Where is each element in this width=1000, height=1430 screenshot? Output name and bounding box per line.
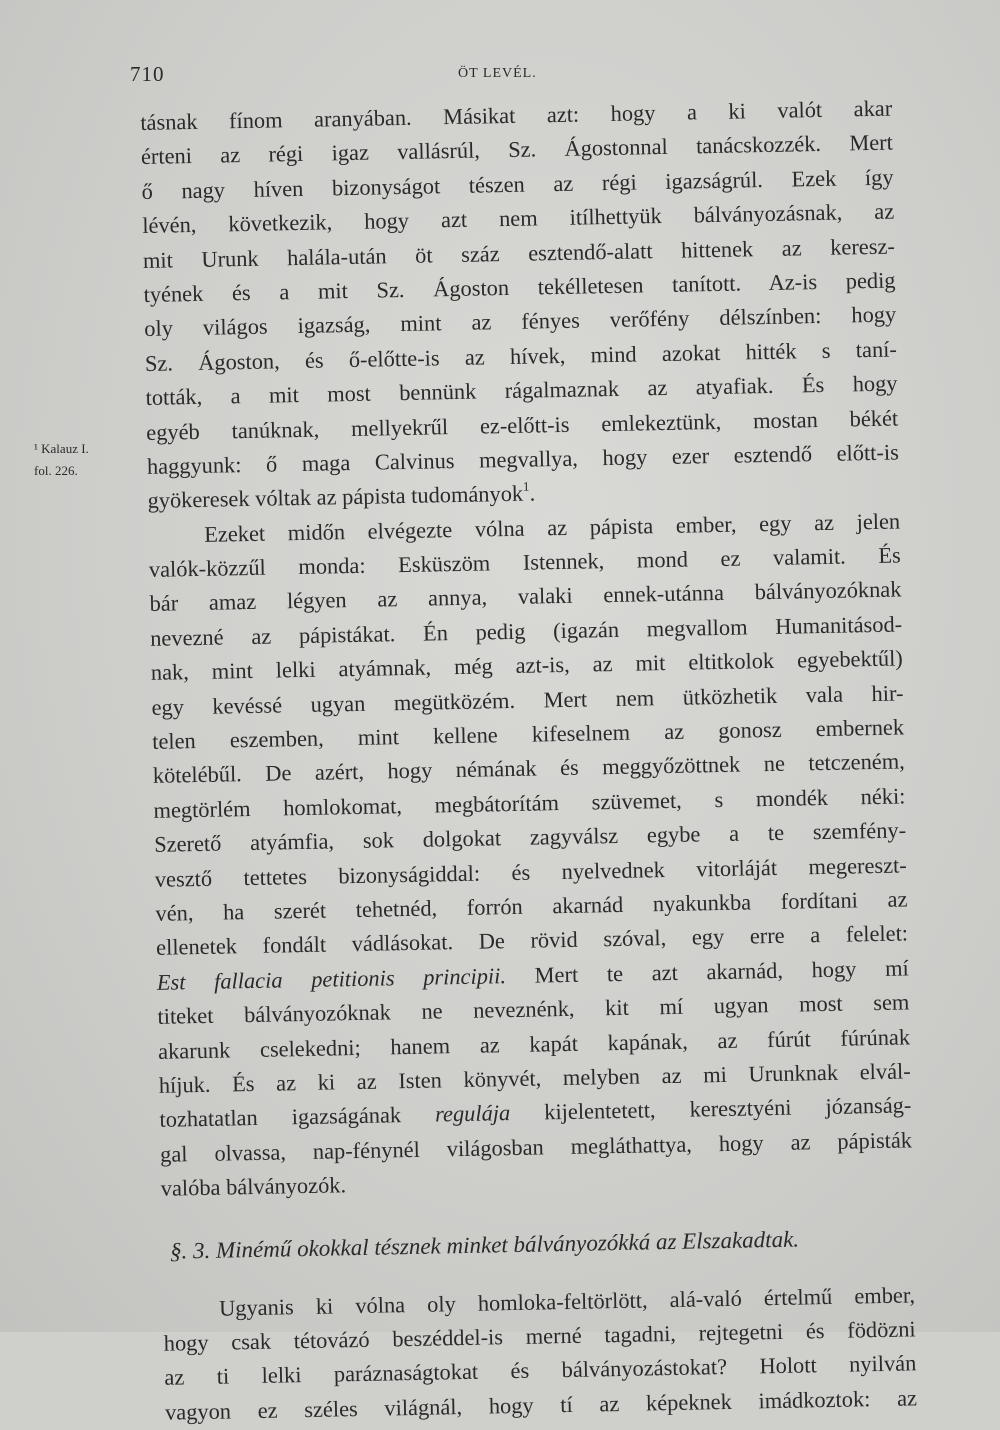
text-line: Ezeket midőn elvégezte vólna az pápista ember, egy az jelen xyxy=(203,508,901,547)
page-number: 710 xyxy=(130,62,165,86)
text-line: titeket bálványozóknak ne neveznénk, kit mí ugyan most sem xyxy=(157,989,910,1029)
text-line: akarunk cselekedni; hanem az kapát kapának, az fúrút fúrúnak xyxy=(157,1023,911,1064)
paragraph-1 xyxy=(140,92,900,519)
paragraph-2 xyxy=(148,504,913,1206)
footnote-marker: 1 xyxy=(522,478,530,495)
text-line: egyéb tanúknak, mellyekrűl ez-előtt-is emlekeztünk, mostan békét xyxy=(146,405,899,445)
text-line: haggyunk: ő maga Calvinus megvallya, hogy ezer esztendő előtt-is xyxy=(146,439,900,479)
italic-phrase: Est fallacia petitionis principii. xyxy=(156,962,507,995)
text-line: hogy csak tétovázó beszéddel-is merné tagadni, rejtegetni és födözni xyxy=(163,1316,916,1356)
text-span: kijelentetett, keresztyéni józanság- xyxy=(509,1092,912,1126)
text-line: nak, mint lelki atyámnak, még azt-is, az mit eltitkolok egyebektűl) xyxy=(150,645,903,686)
text-line: tották, a mit most bennünk rágalmaznak az atyafiak. És hogy xyxy=(145,370,898,411)
text-line: tásnak fínom aranyában. Másikat azt: hogy a ki valót akar xyxy=(140,95,893,135)
text-line: kötelébűl. De azért, hogy némának és meggyőzöttnek ne tetczeném, xyxy=(152,748,905,789)
text-span: . xyxy=(529,480,536,506)
text-line: érteni az régi igaz vallásrúl, Sz. Ágostonnal tanácskozzék. Mert xyxy=(140,129,894,170)
text-line: mit Urunk halála-után öt száz esztendő-alatt hittenek az keresz- xyxy=(142,233,896,273)
text-line: ellenetek fondált vádlásokat. De rövid szóval, egy erre a felelet: xyxy=(155,920,909,961)
text-line: ő nagy híven bizonyságot tészen az régi igazságrúl. Ezek így xyxy=(141,164,894,204)
text-line: Ugyanis ki vólna oly homloka-feltörlött, alá-való értelmű ember, xyxy=(218,1281,916,1321)
text-line: telen eszemben, mint kellene kifeselnem az gonosz embernek xyxy=(151,714,905,754)
text-line: bár amaz légyen az annya, valaki ennek-utánna bálványozóknak xyxy=(149,576,902,617)
paragraph-3 xyxy=(163,1278,918,1430)
text-line: gal olvassa, nap-fénynél világosban megláthattya, hogy az pápisták xyxy=(159,1127,913,1167)
text-span: tozhatatlan igazságának xyxy=(159,1101,436,1133)
text-line: oly világos igazság, mint az fényes verőfény délszínben: hogy xyxy=(144,301,897,342)
text-line: híjuk. És az ki az Isten könyvét, melyben az mi Urunknak elvál- xyxy=(158,1058,911,1098)
italic-word: regulája xyxy=(434,1100,511,1127)
text-body xyxy=(140,92,917,1430)
margin-footnote xyxy=(34,438,134,482)
text-line: nevezné az pápistákat. Én pedig (igazán megvallom Humanitásod- xyxy=(149,611,903,651)
margin-note-line: ¹ Kalauz I. xyxy=(34,441,89,456)
text-line: tyének és a mit Sz. Ágoston tekélletesen tanított. Az-is pedig xyxy=(143,267,896,307)
text-line: az ti lelki paráznaságtokat és bálványozástokat? Holott nyilván xyxy=(164,1350,917,1391)
text-line: valók-közzűl monda: Esküszöm Istennek, mond ez valamit. És xyxy=(148,542,902,582)
section-heading: §. 3. Minémű okokkal tésznek minket bálványozókká az Elszakadtak. xyxy=(169,1226,800,1264)
text-line: megtörlém homlokomat, megbátorítám szüvemet, s mondék néki: xyxy=(153,783,906,823)
text-line: Sz. Ágoston, és ő-előtte-is az hívek, mind azokat hitték s taní- xyxy=(144,336,898,376)
margin-note-line: fol. 226. xyxy=(34,463,78,478)
text-line: Szerető atyámfia, sok dolgokat zagyválsz egybe a te szemfény- xyxy=(153,817,907,858)
text-line: egy kevéssé ugyan megütközém. Mert nem ütközhetik vala hir- xyxy=(151,680,904,720)
text-span: Mert te azt akarnád, hogy mí xyxy=(505,955,909,988)
page-header xyxy=(0,62,1000,92)
text-span: gyökeresek vóltak az pápista tudományok xyxy=(147,481,524,514)
text-line: vén, ha szerét tehetnéd, forrón akarnád nyakunkba fordítani az xyxy=(155,886,908,926)
text-line: vesztő tettetes bizonyságiddal: és nyelvednek vitorláját megereszt- xyxy=(154,852,907,892)
text-line: valóba bálványozók. xyxy=(160,1172,347,1201)
running-head: ÖT LEVÉL. xyxy=(458,66,537,81)
text-line: vagyon ez széles világnál, hogy tí az képeknek imádkoztok: az xyxy=(164,1384,918,1425)
text-line: lévén, következik, hogy azt nem itílhettyük bálványozásnak, az xyxy=(142,198,895,239)
